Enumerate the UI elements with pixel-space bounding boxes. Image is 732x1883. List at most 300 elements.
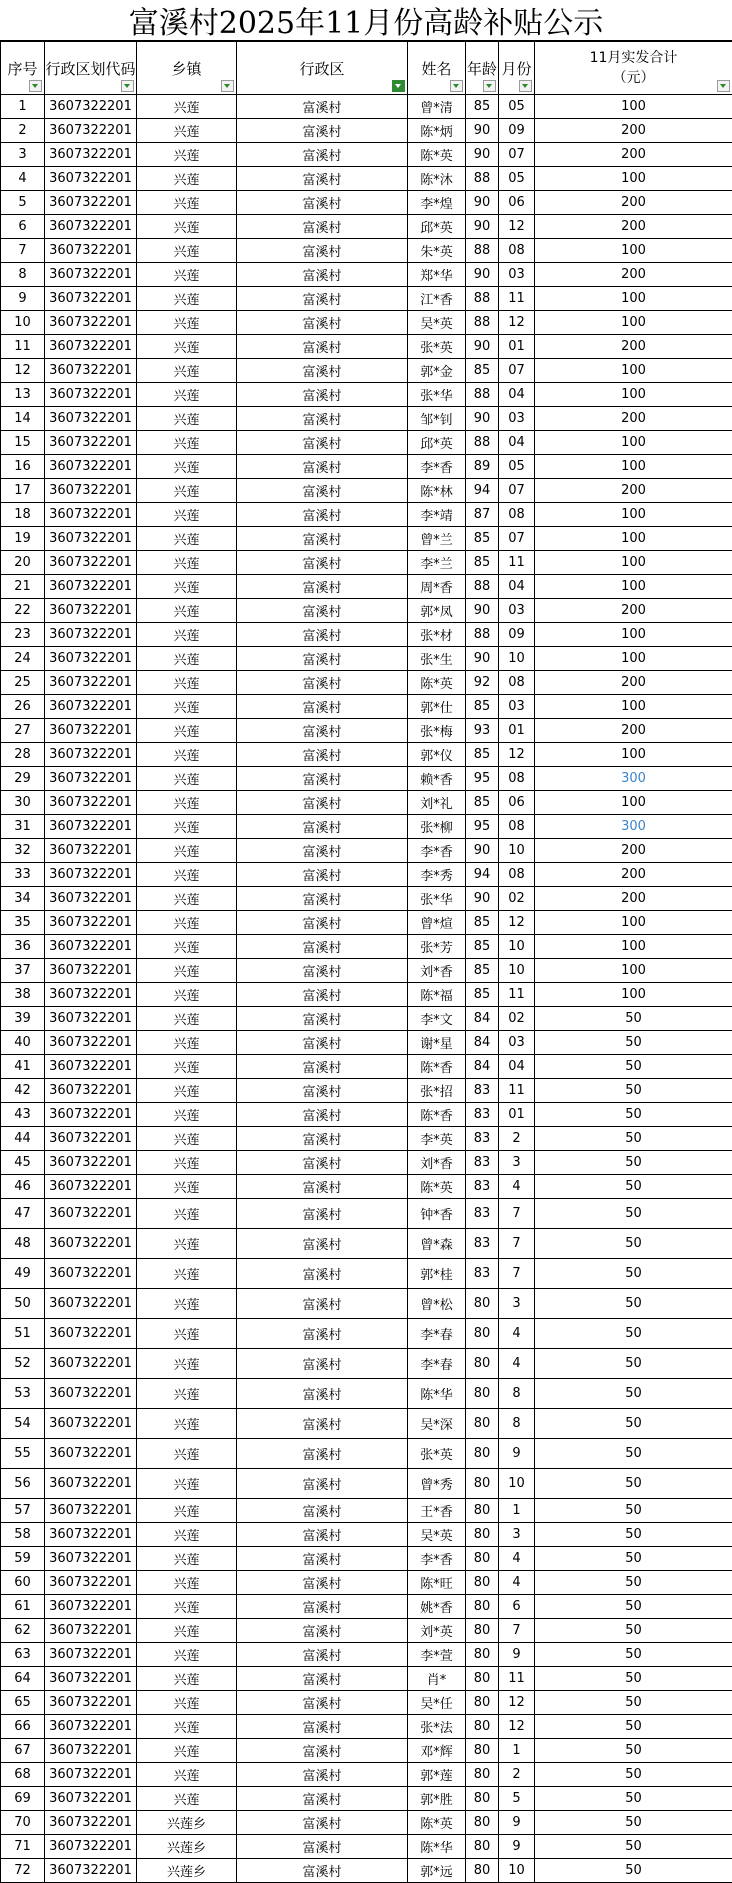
cell-code[interactable]: 3607322201 xyxy=(45,431,137,455)
cell-amount[interactable]: 100 xyxy=(535,167,732,191)
cell-name[interactable]: 张*英 xyxy=(408,1439,466,1469)
cell-town[interactable]: 兴莲 xyxy=(137,431,237,455)
cell-amount[interactable]: 100 xyxy=(535,431,732,455)
cell-month[interactable]: 01 xyxy=(499,1103,535,1127)
cell-amount[interactable]: 50 xyxy=(535,1409,732,1439)
cell-age[interactable]: 80 xyxy=(466,1523,499,1547)
filter-dropdown-icon[interactable] xyxy=(483,80,496,92)
cell-month[interactable]: 07 xyxy=(499,479,535,503)
cell-amount[interactable]: 50 xyxy=(535,1619,732,1643)
cell-code[interactable]: 3607322201 xyxy=(45,359,137,383)
cell-seq[interactable]: 53 xyxy=(1,1379,45,1409)
cell-town[interactable]: 兴莲 xyxy=(137,839,237,863)
cell-code[interactable]: 3607322201 xyxy=(45,839,137,863)
cell-age[interactable]: 90 xyxy=(466,887,499,911)
cell-code[interactable]: 3607322201 xyxy=(45,935,137,959)
cell-town[interactable]: 兴莲 xyxy=(137,1739,237,1763)
cell-seq[interactable]: 55 xyxy=(1,1439,45,1469)
cell-code[interactable]: 3607322201 xyxy=(45,575,137,599)
cell-code[interactable]: 3607322201 xyxy=(45,1547,137,1571)
cell-age[interactable]: 83 xyxy=(466,1175,499,1199)
cell-code[interactable]: 3607322201 xyxy=(45,407,137,431)
cell-amount[interactable]: 200 xyxy=(535,335,732,359)
cell-code[interactable]: 3607322201 xyxy=(45,335,137,359)
cell-code[interactable]: 3607322201 xyxy=(45,1595,137,1619)
cell-age[interactable]: 89 xyxy=(466,455,499,479)
cell-code[interactable]: 3607322201 xyxy=(45,1409,137,1439)
cell-region[interactable]: 富溪村 xyxy=(237,1763,408,1787)
cell-month[interactable]: 05 xyxy=(499,455,535,479)
cell-code[interactable]: 3607322201 xyxy=(45,143,137,167)
cell-amount[interactable]: 100 xyxy=(535,743,732,767)
cell-age[interactable]: 85 xyxy=(466,791,499,815)
cell-seq[interactable]: 57 xyxy=(1,1499,45,1523)
cell-month[interactable]: 08 xyxy=(499,767,535,791)
cell-amount[interactable]: 100 xyxy=(535,311,732,335)
cell-code[interactable]: 3607322201 xyxy=(45,1739,137,1763)
cell-amount[interactable]: 100 xyxy=(535,287,732,311)
cell-name[interactable]: 郭*胜 xyxy=(408,1787,466,1811)
cell-town[interactable]: 兴莲 xyxy=(137,1127,237,1151)
cell-seq[interactable]: 29 xyxy=(1,767,45,791)
cell-region[interactable]: 富溪村 xyxy=(237,1055,408,1079)
cell-age[interactable]: 90 xyxy=(466,263,499,287)
cell-region[interactable]: 富溪村 xyxy=(237,815,408,839)
cell-month[interactable]: 12 xyxy=(499,911,535,935)
cell-amount[interactable]: 300 xyxy=(535,815,732,839)
cell-month[interactable]: 9 xyxy=(499,1643,535,1667)
cell-code[interactable]: 3607322201 xyxy=(45,1079,137,1103)
cell-age[interactable]: 95 xyxy=(466,767,499,791)
cell-seq[interactable]: 5 xyxy=(1,191,45,215)
cell-name[interactable]: 张*生 xyxy=(408,647,466,671)
cell-region[interactable]: 富溪村 xyxy=(237,335,408,359)
cell-town[interactable]: 兴莲 xyxy=(137,1667,237,1691)
cell-region[interactable]: 富溪村 xyxy=(237,1835,408,1859)
cell-name[interactable]: 刘*香 xyxy=(408,959,466,983)
cell-seq[interactable]: 12 xyxy=(1,359,45,383)
cell-age[interactable]: 80 xyxy=(466,1691,499,1715)
cell-town[interactable]: 兴莲 xyxy=(137,887,237,911)
cell-town[interactable]: 兴莲 xyxy=(137,1349,237,1379)
cell-age[interactable]: 83 xyxy=(466,1259,499,1289)
filter-dropdown-icon[interactable] xyxy=(29,80,42,92)
cell-age[interactable]: 83 xyxy=(466,1151,499,1175)
cell-region[interactable]: 富溪村 xyxy=(237,1439,408,1469)
cell-amount[interactable]: 50 xyxy=(535,1787,732,1811)
cell-town[interactable]: 兴莲乡 xyxy=(137,1859,237,1883)
cell-amount[interactable]: 50 xyxy=(535,1349,732,1379)
cell-code[interactable]: 3607322201 xyxy=(45,1499,137,1523)
cell-age[interactable]: 85 xyxy=(466,911,499,935)
cell-seq[interactable]: 15 xyxy=(1,431,45,455)
cell-age[interactable]: 80 xyxy=(466,1715,499,1739)
cell-code[interactable]: 3607322201 xyxy=(45,911,137,935)
cell-code[interactable]: 3607322201 xyxy=(45,1859,137,1883)
cell-code[interactable]: 3607322201 xyxy=(45,767,137,791)
cell-amount[interactable]: 50 xyxy=(535,1763,732,1787)
cell-code[interactable]: 3607322201 xyxy=(45,95,137,119)
cell-code[interactable]: 3607322201 xyxy=(45,1619,137,1643)
cell-amount[interactable]: 200 xyxy=(535,407,732,431)
cell-region[interactable]: 富溪村 xyxy=(237,1643,408,1667)
cell-name[interactable]: 郭*桂 xyxy=(408,1259,466,1289)
cell-town[interactable]: 兴莲 xyxy=(137,935,237,959)
cell-amount[interactable]: 200 xyxy=(535,887,732,911)
filter-dropdown-icon[interactable] xyxy=(717,80,730,92)
cell-amount[interactable]: 200 xyxy=(535,119,732,143)
cell-region[interactable]: 富溪村 xyxy=(237,911,408,935)
cell-seq[interactable]: 24 xyxy=(1,647,45,671)
cell-town[interactable]: 兴莲 xyxy=(137,1079,237,1103)
cell-amount[interactable]: 100 xyxy=(535,95,732,119)
cell-seq[interactable]: 13 xyxy=(1,383,45,407)
cell-town[interactable]: 兴莲 xyxy=(137,1379,237,1409)
cell-town[interactable]: 兴莲 xyxy=(137,335,237,359)
cell-amount[interactable]: 50 xyxy=(535,1127,732,1151)
cell-month[interactable]: 4 xyxy=(499,1175,535,1199)
cell-seq[interactable]: 36 xyxy=(1,935,45,959)
cell-age[interactable]: 88 xyxy=(466,383,499,407)
cell-region[interactable]: 富溪村 xyxy=(237,1715,408,1739)
cell-age[interactable]: 90 xyxy=(466,119,499,143)
cell-month[interactable]: 11 xyxy=(499,1667,535,1691)
cell-age[interactable]: 80 xyxy=(466,1439,499,1469)
cell-name[interactable]: 吴*深 xyxy=(408,1409,466,1439)
cell-month[interactable]: 11 xyxy=(499,551,535,575)
cell-age[interactable]: 80 xyxy=(466,1787,499,1811)
cell-amount[interactable]: 50 xyxy=(535,1289,732,1319)
cell-amount[interactable]: 50 xyxy=(535,1691,732,1715)
cell-town[interactable]: 兴莲 xyxy=(137,1439,237,1469)
cell-town[interactable]: 兴莲 xyxy=(137,527,237,551)
cell-code[interactable]: 3607322201 xyxy=(45,1007,137,1031)
cell-seq[interactable]: 39 xyxy=(1,1007,45,1031)
cell-region[interactable]: 富溪村 xyxy=(237,527,408,551)
cell-name[interactable]: 姚*香 xyxy=(408,1595,466,1619)
cell-code[interactable]: 3607322201 xyxy=(45,623,137,647)
cell-code[interactable]: 3607322201 xyxy=(45,1439,137,1469)
cell-region[interactable]: 富溪村 xyxy=(237,1409,408,1439)
cell-month[interactable]: 09 xyxy=(499,623,535,647)
cell-code[interactable]: 3607322201 xyxy=(45,1151,137,1175)
cell-age[interactable]: 87 xyxy=(466,503,499,527)
cell-name[interactable]: 陈*英 xyxy=(408,671,466,695)
cell-amount[interactable]: 50 xyxy=(535,1259,732,1289)
cell-region[interactable]: 富溪村 xyxy=(237,1469,408,1499)
cell-town[interactable]: 兴莲 xyxy=(137,743,237,767)
cell-code[interactable]: 3607322201 xyxy=(45,1175,137,1199)
cell-name[interactable]: 朱*英 xyxy=(408,239,466,263)
cell-name[interactable]: 王*香 xyxy=(408,1499,466,1523)
cell-age[interactable]: 92 xyxy=(466,671,499,695)
cell-age[interactable]: 85 xyxy=(466,983,499,1007)
cell-month[interactable]: 08 xyxy=(499,503,535,527)
cell-region[interactable]: 富溪村 xyxy=(237,359,408,383)
cell-region[interactable]: 富溪村 xyxy=(237,983,408,1007)
cell-name[interactable]: 曾*煊 xyxy=(408,911,466,935)
cell-code[interactable]: 3607322201 xyxy=(45,719,137,743)
cell-seq[interactable]: 21 xyxy=(1,575,45,599)
cell-name[interactable]: 张*英 xyxy=(408,335,466,359)
cell-town[interactable]: 兴莲 xyxy=(137,1691,237,1715)
cell-town[interactable]: 兴莲 xyxy=(137,1571,237,1595)
cell-age[interactable]: 80 xyxy=(466,1595,499,1619)
cell-age[interactable]: 80 xyxy=(466,1763,499,1787)
cell-month[interactable]: 03 xyxy=(499,1031,535,1055)
cell-seq[interactable]: 43 xyxy=(1,1103,45,1127)
cell-town[interactable]: 兴莲乡 xyxy=(137,1835,237,1859)
cell-age[interactable]: 88 xyxy=(466,239,499,263)
cell-region[interactable]: 富溪村 xyxy=(237,239,408,263)
cell-region[interactable]: 富溪村 xyxy=(237,623,408,647)
cell-age[interactable]: 85 xyxy=(466,959,499,983)
cell-town[interactable]: 兴莲 xyxy=(137,1523,237,1547)
cell-code[interactable]: 3607322201 xyxy=(45,1055,137,1079)
cell-name[interactable]: 郭*金 xyxy=(408,359,466,383)
cell-seq[interactable]: 70 xyxy=(1,1811,45,1835)
cell-region[interactable]: 富溪村 xyxy=(237,167,408,191)
cell-name[interactable]: 陈*英 xyxy=(408,1811,466,1835)
cell-month[interactable]: 12 xyxy=(499,215,535,239)
cell-amount[interactable]: 200 xyxy=(535,719,732,743)
cell-month[interactable]: 07 xyxy=(499,143,535,167)
cell-town[interactable]: 兴莲 xyxy=(137,983,237,1007)
filter-dropdown-icon[interactable] xyxy=(121,80,134,92)
cell-amount[interactable]: 100 xyxy=(535,959,732,983)
cell-month[interactable]: 08 xyxy=(499,671,535,695)
cell-name[interactable]: 陈*英 xyxy=(408,1175,466,1199)
cell-name[interactable]: 江*香 xyxy=(408,287,466,311)
cell-name[interactable]: 李*香 xyxy=(408,839,466,863)
filter-dropdown-icon[interactable] xyxy=(519,80,532,92)
cell-amount[interactable]: 50 xyxy=(535,1439,732,1469)
cell-town[interactable]: 兴莲 xyxy=(137,215,237,239)
cell-month[interactable]: 06 xyxy=(499,191,535,215)
cell-age[interactable]: 80 xyxy=(466,1499,499,1523)
cell-town[interactable]: 兴莲 xyxy=(137,1103,237,1127)
cell-region[interactable]: 富溪村 xyxy=(237,1739,408,1763)
cell-amount[interactable]: 100 xyxy=(535,911,732,935)
cell-month[interactable]: 10 xyxy=(499,1469,535,1499)
cell-code[interactable]: 3607322201 xyxy=(45,1811,137,1835)
cell-amount[interactable]: 50 xyxy=(535,1079,732,1103)
cell-name[interactable]: 邱*英 xyxy=(408,431,466,455)
cell-month[interactable]: 11 xyxy=(499,1079,535,1103)
cell-region[interactable]: 富溪村 xyxy=(237,287,408,311)
cell-month[interactable]: 4 xyxy=(499,1571,535,1595)
filter-dropdown-icon[interactable] xyxy=(221,80,234,92)
cell-seq[interactable]: 10 xyxy=(1,311,45,335)
cell-code[interactable]: 3607322201 xyxy=(45,1259,137,1289)
cell-age[interactable]: 90 xyxy=(466,407,499,431)
cell-region[interactable]: 富溪村 xyxy=(237,383,408,407)
cell-name[interactable]: 陈*旺 xyxy=(408,1571,466,1595)
cell-region[interactable]: 富溪村 xyxy=(237,119,408,143)
cell-amount[interactable]: 100 xyxy=(535,695,732,719)
cell-name[interactable]: 陈*林 xyxy=(408,479,466,503)
cell-amount[interactable]: 100 xyxy=(535,503,732,527)
cell-town[interactable]: 兴莲乡 xyxy=(137,1811,237,1835)
cell-seq[interactable]: 56 xyxy=(1,1469,45,1499)
cell-town[interactable]: 兴莲 xyxy=(137,575,237,599)
cell-amount[interactable]: 200 xyxy=(535,839,732,863)
cell-amount[interactable]: 50 xyxy=(535,1811,732,1835)
cell-region[interactable]: 富溪村 xyxy=(237,1229,408,1259)
cell-amount[interactable]: 50 xyxy=(535,1319,732,1349)
cell-seq[interactable]: 50 xyxy=(1,1289,45,1319)
cell-seq[interactable]: 17 xyxy=(1,479,45,503)
cell-amount[interactable]: 50 xyxy=(535,1859,732,1883)
cell-name[interactable]: 张*法 xyxy=(408,1715,466,1739)
cell-region[interactable]: 富溪村 xyxy=(237,599,408,623)
cell-region[interactable]: 富溪村 xyxy=(237,1859,408,1883)
cell-code[interactable]: 3607322201 xyxy=(45,239,137,263)
cell-region[interactable]: 富溪村 xyxy=(237,935,408,959)
cell-amount[interactable]: 100 xyxy=(535,239,732,263)
cell-region[interactable]: 富溪村 xyxy=(237,1499,408,1523)
cell-code[interactable]: 3607322201 xyxy=(45,1319,137,1349)
cell-seq[interactable]: 65 xyxy=(1,1691,45,1715)
cell-code[interactable]: 3607322201 xyxy=(45,1379,137,1409)
cell-code[interactable]: 3607322201 xyxy=(45,983,137,1007)
cell-name[interactable]: 郭*远 xyxy=(408,1859,466,1883)
cell-region[interactable]: 富溪村 xyxy=(237,1571,408,1595)
cell-name[interactable]: 陈*沐 xyxy=(408,167,466,191)
cell-town[interactable]: 兴莲 xyxy=(137,599,237,623)
cell-age[interactable]: 85 xyxy=(466,95,499,119)
cell-age[interactable]: 90 xyxy=(466,143,499,167)
cell-name[interactable]: 张*材 xyxy=(408,623,466,647)
cell-town[interactable]: 兴莲 xyxy=(137,1259,237,1289)
cell-name[interactable]: 张*华 xyxy=(408,887,466,911)
cell-name[interactable]: 李*春 xyxy=(408,1319,466,1349)
cell-amount[interactable]: 50 xyxy=(535,1031,732,1055)
cell-age[interactable]: 85 xyxy=(466,935,499,959)
cell-name[interactable]: 张*梅 xyxy=(408,719,466,743)
cell-amount[interactable]: 50 xyxy=(535,1007,732,1031)
cell-region[interactable]: 富溪村 xyxy=(237,743,408,767)
cell-month[interactable]: 6 xyxy=(499,1595,535,1619)
cell-region[interactable]: 富溪村 xyxy=(237,575,408,599)
cell-town[interactable]: 兴莲 xyxy=(137,1007,237,1031)
cell-region[interactable]: 富溪村 xyxy=(237,551,408,575)
cell-region[interactable]: 富溪村 xyxy=(237,1667,408,1691)
cell-region[interactable]: 富溪村 xyxy=(237,671,408,695)
cell-age[interactable]: 80 xyxy=(466,1739,499,1763)
cell-code[interactable]: 3607322201 xyxy=(45,1523,137,1547)
cell-name[interactable]: 曾*秀 xyxy=(408,1469,466,1499)
cell-town[interactable]: 兴莲 xyxy=(137,1499,237,1523)
cell-month[interactable]: 07 xyxy=(499,527,535,551)
cell-month[interactable]: 7 xyxy=(499,1199,535,1229)
cell-month[interactable]: 03 xyxy=(499,263,535,287)
cell-seq[interactable]: 71 xyxy=(1,1835,45,1859)
cell-amount[interactable]: 100 xyxy=(535,383,732,407)
cell-seq[interactable]: 1 xyxy=(1,95,45,119)
cell-seq[interactable]: 4 xyxy=(1,167,45,191)
cell-month[interactable]: 03 xyxy=(499,407,535,431)
cell-region[interactable]: 富溪村 xyxy=(237,143,408,167)
cell-amount[interactable]: 200 xyxy=(535,863,732,887)
cell-month[interactable]: 06 xyxy=(499,791,535,815)
cell-code[interactable]: 3607322201 xyxy=(45,215,137,239)
cell-town[interactable]: 兴莲 xyxy=(137,1595,237,1619)
cell-amount[interactable]: 50 xyxy=(535,1571,732,1595)
cell-code[interactable]: 3607322201 xyxy=(45,695,137,719)
cell-seq[interactable]: 30 xyxy=(1,791,45,815)
cell-town[interactable]: 兴莲 xyxy=(137,407,237,431)
cell-region[interactable]: 富溪村 xyxy=(237,1259,408,1289)
cell-region[interactable]: 富溪村 xyxy=(237,263,408,287)
cell-age[interactable]: 80 xyxy=(466,1379,499,1409)
cell-region[interactable]: 富溪村 xyxy=(237,431,408,455)
cell-month[interactable]: 04 xyxy=(499,383,535,407)
cell-region[interactable]: 富溪村 xyxy=(237,1103,408,1127)
cell-age[interactable]: 84 xyxy=(466,1055,499,1079)
cell-town[interactable]: 兴莲 xyxy=(137,863,237,887)
cell-month[interactable]: 04 xyxy=(499,575,535,599)
cell-town[interactable]: 兴莲 xyxy=(137,695,237,719)
cell-town[interactable]: 兴莲 xyxy=(137,1031,237,1055)
cell-seq[interactable]: 68 xyxy=(1,1763,45,1787)
cell-amount[interactable]: 50 xyxy=(535,1499,732,1523)
cell-name[interactable]: 李*萱 xyxy=(408,1643,466,1667)
cell-seq[interactable]: 11 xyxy=(1,335,45,359)
cell-name[interactable]: 赖*香 xyxy=(408,767,466,791)
cell-town[interactable]: 兴莲 xyxy=(137,383,237,407)
cell-name[interactable]: 郭*莲 xyxy=(408,1763,466,1787)
cell-region[interactable]: 富溪村 xyxy=(237,1619,408,1643)
cell-month[interactable]: 08 xyxy=(499,239,535,263)
cell-month[interactable]: 02 xyxy=(499,887,535,911)
cell-seq[interactable]: 63 xyxy=(1,1643,45,1667)
cell-town[interactable]: 兴莲 xyxy=(137,1175,237,1199)
cell-month[interactable]: 1 xyxy=(499,1739,535,1763)
cell-name[interactable]: 刘*礼 xyxy=(408,791,466,815)
cell-seq[interactable]: 7 xyxy=(1,239,45,263)
cell-code[interactable]: 3607322201 xyxy=(45,791,137,815)
cell-seq[interactable]: 6 xyxy=(1,215,45,239)
cell-seq[interactable]: 27 xyxy=(1,719,45,743)
cell-name[interactable]: 邹*钊 xyxy=(408,407,466,431)
cell-age[interactable]: 90 xyxy=(466,335,499,359)
cell-town[interactable]: 兴莲 xyxy=(137,911,237,935)
cell-amount[interactable]: 50 xyxy=(535,1199,732,1229)
cell-month[interactable]: 2 xyxy=(499,1763,535,1787)
cell-seq[interactable]: 46 xyxy=(1,1175,45,1199)
cell-age[interactable]: 80 xyxy=(466,1547,499,1571)
cell-month[interactable]: 09 xyxy=(499,119,535,143)
cell-town[interactable]: 兴莲 xyxy=(137,647,237,671)
cell-month[interactable]: 10 xyxy=(499,1859,535,1883)
cell-region[interactable]: 富溪村 xyxy=(237,1007,408,1031)
cell-region[interactable]: 富溪村 xyxy=(237,791,408,815)
cell-age[interactable]: 94 xyxy=(466,479,499,503)
cell-month[interactable]: 7 xyxy=(499,1619,535,1643)
cell-town[interactable]: 兴莲 xyxy=(137,191,237,215)
cell-name[interactable]: 周*香 xyxy=(408,575,466,599)
cell-code[interactable]: 3607322201 xyxy=(45,887,137,911)
cell-amount[interactable]: 200 xyxy=(535,263,732,287)
cell-town[interactable]: 兴莲 xyxy=(137,1715,237,1739)
cell-code[interactable]: 3607322201 xyxy=(45,1127,137,1151)
cell-age[interactable]: 80 xyxy=(466,1811,499,1835)
cell-seq[interactable]: 69 xyxy=(1,1787,45,1811)
cell-month[interactable]: 01 xyxy=(499,719,535,743)
cell-month[interactable]: 04 xyxy=(499,431,535,455)
cell-seq[interactable]: 47 xyxy=(1,1199,45,1229)
